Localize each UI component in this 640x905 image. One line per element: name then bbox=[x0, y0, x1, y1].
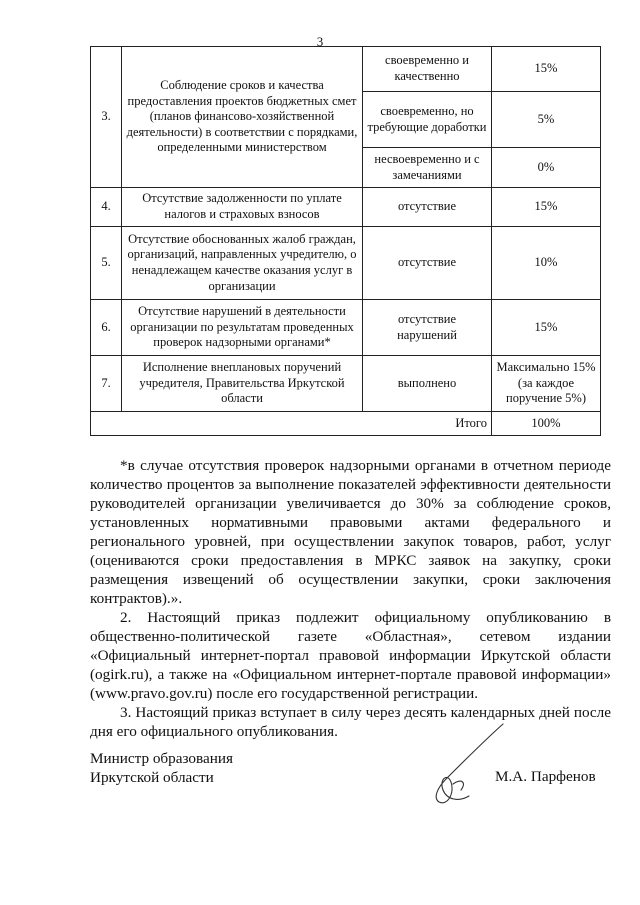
condition-text: отсутствие нарушений bbox=[363, 300, 492, 356]
signatory-title-line1: Министр образования bbox=[90, 750, 233, 767]
table-row bbox=[91, 300, 601, 356]
condition-text: несвоевременно и с замечаниями bbox=[363, 148, 492, 188]
criterion-text: Отсутствие нарушений в деятельности организации по результатам проведенных проверок надзорными органами* bbox=[122, 300, 363, 356]
page-number: 3 bbox=[316, 34, 324, 49]
total-label: Итого bbox=[91, 412, 492, 436]
table-row bbox=[91, 188, 601, 227]
handwritten-signature-icon bbox=[425, 720, 510, 810]
order-text bbox=[90, 456, 611, 741]
condition-text: своевременно и качественно bbox=[363, 47, 492, 92]
table-row bbox=[91, 356, 601, 412]
row-number: 7. bbox=[91, 356, 122, 412]
criterion-text: Исполнение внеплановых поручений учредителя, Правительства Иркутской области bbox=[122, 356, 363, 412]
signatory-title-line2: Иркутской области bbox=[90, 769, 214, 786]
percent-value: 0% bbox=[492, 148, 601, 188]
condition-text: отсутствие bbox=[363, 227, 492, 300]
percent-value: 15% bbox=[492, 188, 601, 227]
condition-text: выполнено bbox=[363, 356, 492, 412]
effective-date-paragraph: 3. Настоящий приказ вступает в силу через десять календарных дней после дня его официального опубликования. bbox=[90, 704, 611, 740]
row-number: 3. bbox=[91, 47, 122, 188]
percent-value: 15% bbox=[492, 47, 601, 92]
row-number: 5. bbox=[91, 227, 122, 300]
footnote-paragraph: *в случае отсутствия проверок надзорными органами в отчетном периоде количество процентов за выполнение показателей эффективности деятельности руководителей организации увеличивается до 30% за соблюдение сроков, установленных нормативными правовыми актами федерального и регионального уровней, при осуществлении закупок товаров, работ, услуг (оцениваются сроки предоставления в МРКС заявок на закупку, сроки размещения извещений об осуществлении закупки, сроки заключения контрактов).». bbox=[90, 457, 611, 607]
condition-text: отсутствие bbox=[363, 188, 492, 227]
row-number: 6. bbox=[91, 300, 122, 356]
condition-text: своевременно, но требующие доработки bbox=[363, 92, 492, 148]
percent-value: 10% bbox=[492, 227, 601, 300]
signatory-title bbox=[90, 749, 233, 787]
table-row bbox=[91, 227, 601, 300]
criteria-table bbox=[90, 46, 601, 436]
publication-paragraph: 2. Настоящий приказ подлежит официальному опубликованию в общественно-политической газете «Областная», сетевом издании «Официальный интернет-портал правовой информации Иркутской области (ogirk.ru), а также на «Официальном интернет-портале правовой информации» (www.pravo.gov.ru) после его государственной регистрации. bbox=[90, 609, 611, 702]
criterion-text: Соблюдение сроков и качества предоставления проектов бюджетных смет (планов финансово-хозяйственной деятельности) в соответствии с порядками, определенными министерством bbox=[122, 47, 363, 188]
total-row bbox=[91, 412, 601, 436]
row-number: 4. bbox=[91, 188, 122, 227]
total-value: 100% bbox=[492, 412, 601, 436]
criterion-text: Отсутствие задолженности по уплате налогов и страховых взносов bbox=[122, 188, 363, 227]
criterion-text: Отсутствие обоснованных жалоб граждан, организаций, направленных учредителю, о ненадлежащем качестве оказания услуг в организации bbox=[122, 227, 363, 300]
table-row bbox=[91, 47, 601, 92]
signatory-name: М.А. Парфенов bbox=[495, 768, 596, 785]
percent-value: Максимально 15% (за каждое поручение 5%) bbox=[492, 356, 601, 412]
percent-value: 15% bbox=[492, 300, 601, 356]
percent-value: 5% bbox=[492, 92, 601, 148]
